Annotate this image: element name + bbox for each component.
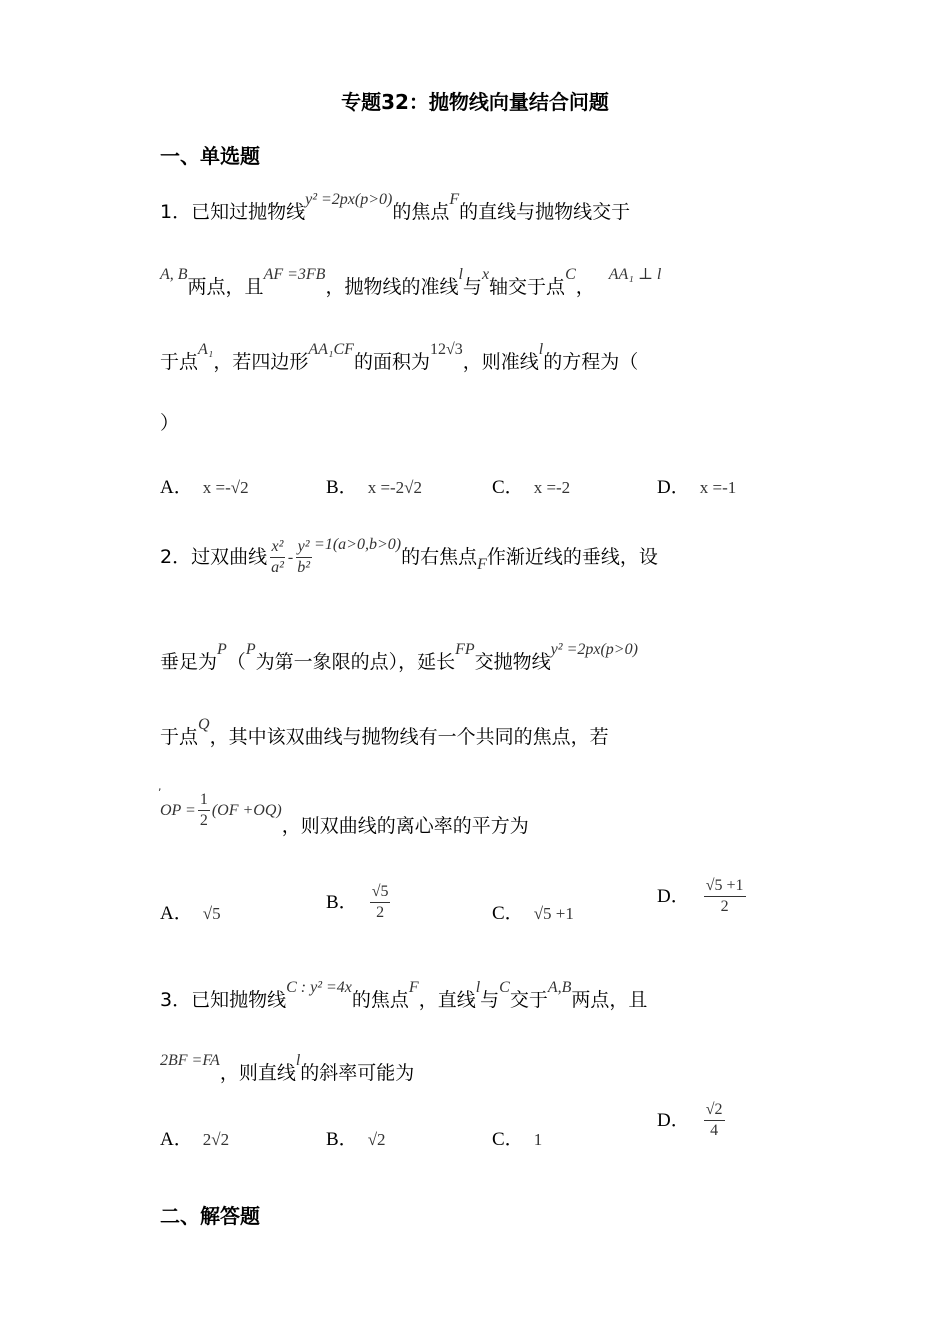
axis-symbol: x — [481, 266, 490, 283]
q3-text: 交于 — [509, 989, 548, 1011]
parabola-equation: y² =2px(p>0) — [305, 191, 393, 208]
q2-line-3 — [160, 710, 609, 752]
q2-text: 交抛物线 — [474, 651, 551, 673]
point-symbol: P — [245, 641, 256, 658]
vector-expression: OP = — [160, 801, 196, 819]
q2-line-4 — [160, 790, 529, 841]
area-value: 12√3 — [429, 341, 463, 358]
q2-option-d[interactable]: D． $\frac{√5 +1}{2}$ — [657, 877, 744, 915]
vector-relation: AF =3FB — [263, 266, 326, 283]
directrix-symbol: l — [458, 266, 463, 283]
q3-text: 3．已知抛物线 — [160, 989, 287, 1011]
q2-line-2 — [160, 635, 638, 677]
q3-line-2 — [160, 1046, 414, 1088]
q2-text: 2．过双曲线 — [160, 546, 268, 568]
vector-relation: 2BF =FA — [160, 1052, 220, 1069]
section-heading-single-choice: 一、单选题 — [160, 144, 260, 168]
parabola-equation: C : y² =4x — [286, 979, 352, 996]
q1-line-2 — [160, 260, 661, 302]
q1-text: ，若四边形 — [213, 351, 309, 373]
hyperbola-y-term: $\frac{\text{y²}}{\text{b²}}$ — [297, 538, 311, 576]
q3-text: ，直线 — [418, 989, 476, 1011]
q2-option-c[interactable]: C． √5 +1 — [492, 903, 574, 924]
point-symbol: P — [217, 641, 227, 658]
q2-text: ，则双曲线的离心率的平方为 — [281, 815, 529, 837]
q2-text: 的右焦点 — [401, 546, 478, 568]
q3-text: 两点，且 — [571, 989, 648, 1011]
q2-text: （ — [226, 651, 246, 673]
q1-text: 的方程为（ — [543, 351, 639, 373]
q1-text: 于点 — [160, 351, 199, 373]
q2-text: ，其中该双曲线与抛物线有一个共同的焦点，若 — [209, 726, 609, 748]
q3-option-a[interactable]: A． 2√2 — [160, 1129, 230, 1150]
q3-text: 的斜率可能为 — [300, 1062, 415, 1084]
editor-mark: , — [158, 780, 162, 793]
q1-text: 两点，且 — [187, 276, 264, 298]
q3-option-b[interactable]: B． √2 — [326, 1129, 386, 1150]
q1-text: 轴交于点 — [489, 276, 566, 298]
q3-text: 与 — [480, 989, 500, 1011]
hyperbola-x-term: $\frac{\text{x²}}{\text{a²}}$ — [271, 538, 284, 576]
q1-option-b[interactable]: B． x =-2√2 — [326, 477, 423, 498]
q1-line-4: ） — [160, 412, 180, 434]
page-title: 专题32：抛物线向量结合问题 — [341, 90, 609, 114]
vector-expression: (OF +OQ) — [211, 801, 282, 819]
q1-option-d[interactable]: D． x =-1 — [657, 477, 737, 498]
q3-text: ，则直线 — [219, 1062, 296, 1084]
directrix-symbol: l — [538, 341, 544, 358]
q2-line-1: 2．过双曲线 $\frac{\text{x²}}{\text{a²}}$ - $\frac{\text{y²}}{\text{b²}}$ =1(a>0,b>0)的右焦点F作渐近线的垂线，设 — [160, 530, 658, 580]
points-symbol: A, B — [160, 266, 188, 283]
focus-symbol: F — [408, 979, 419, 996]
points-symbol: A,B — [547, 979, 572, 996]
point-symbol: C — [565, 266, 576, 283]
q1-text: 与 — [462, 276, 482, 298]
q2-text: 为第一象限的点），延长 — [255, 651, 456, 673]
line-symbol: l — [295, 1052, 301, 1069]
segment-symbol: FP — [455, 641, 475, 658]
q2-text: 于点 — [160, 726, 199, 748]
q1-line-3 — [160, 335, 638, 377]
point-symbol: A₁ — [198, 341, 214, 358]
q1-text: ，则准线 — [462, 351, 539, 373]
focus-symbol: F — [449, 191, 460, 208]
one-half-fraction: $\frac{1}{2}$ — [199, 791, 208, 829]
q1-text: 的直线与抛物线交于 — [459, 201, 631, 223]
section-heading-answer: 二、解答题 — [160, 1204, 260, 1228]
hyperbola-condition: =1(a>0,b>0) — [314, 536, 402, 553]
q3-option-c[interactable]: C． 1 — [492, 1129, 543, 1150]
q3-text: 的焦点 — [351, 989, 409, 1011]
q1-line-1 — [160, 185, 630, 227]
q2-option-b[interactable]: B． $\frac{√5}{2}$ — [326, 883, 389, 921]
q2-text: 作渐近线的垂线，设 — [486, 546, 658, 568]
perpendicular-relation: AA₁ ⊥ l — [608, 266, 662, 283]
q1-option-a[interactable]: A． x =-√2 — [160, 477, 249, 498]
q1-text: 1．已知过抛物线 — [160, 201, 306, 223]
q1-text: 的面积为 — [353, 351, 430, 373]
q3-option-d[interactable]: D． $\frac{√2}{4}$ — [657, 1101, 723, 1139]
curve-symbol: C — [499, 979, 510, 996]
q1-option-c[interactable]: C． x =-2 — [492, 477, 571, 498]
quadrilateral-symbol: AA₁CF — [308, 341, 354, 358]
q1-text: 的焦点 — [392, 201, 450, 223]
line-symbol: l — [475, 979, 481, 996]
q2-option-a[interactable]: A． √5 — [160, 903, 221, 924]
focus-symbol: F — [477, 556, 487, 573]
q1-text: ，抛物线的准线 — [325, 276, 459, 298]
q2-text: 垂足为 — [160, 651, 218, 673]
point-symbol: Q — [198, 716, 210, 733]
q1-text: ， — [575, 276, 595, 298]
q3-line-1 — [160, 973, 647, 1015]
parabola-equation: y² =2px(p>0) — [550, 641, 638, 658]
